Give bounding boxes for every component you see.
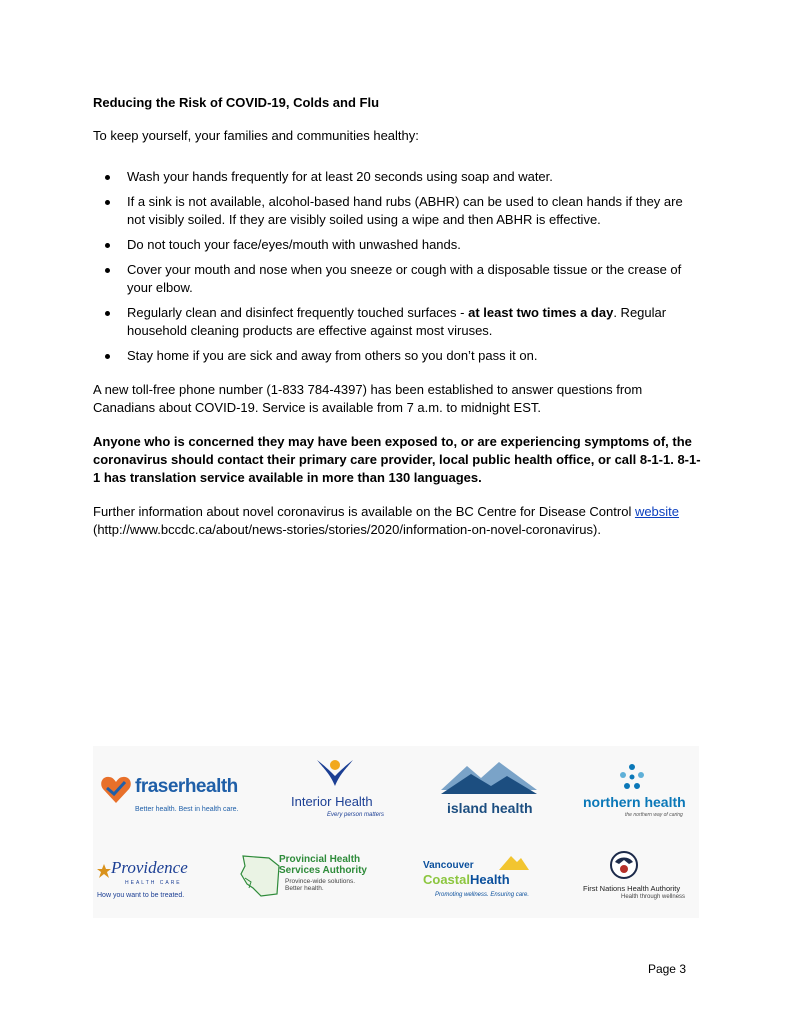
- section-heading: Reducing the Risk of COVID-19, Colds and Flu: [93, 95, 380, 110]
- list-item-text: . Regular household cleaning products are effective against most viruses.: [127, 305, 667, 338]
- list-item-text: Wash your hands frequently for at least 20 seconds using soap and water.: [127, 169, 553, 184]
- fraser-wordmark-part: health: [184, 776, 238, 797]
- list-item: [93, 193, 701, 229]
- list-item: [93, 261, 701, 297]
- further-info-paragraph: [93, 503, 701, 539]
- phsa-wordmark-line: Provincial Health: [279, 854, 361, 865]
- fnha-wordmark: First Nations Health Authority: [583, 884, 681, 893]
- providence-logo: [97, 856, 217, 906]
- list-item-text: Regularly clean and disinfect frequently touched surfaces -: [127, 305, 469, 320]
- emphasis-text: at least two times a day: [468, 305, 614, 320]
- providence-crest-icon: [97, 864, 111, 878]
- health-authority-logos: [93, 746, 699, 918]
- fraser-heart-icon: [99, 772, 133, 806]
- phsa-tagline: [285, 878, 355, 892]
- phone-paragraph: A new toll-free phone number (1-833 784-4397) has been established to answer questions from Canadians about COVID-19. Service is available from 7 a.m. to midnight EST.: [93, 382, 643, 415]
- prevention-list: [93, 168, 701, 365]
- page-number: Page 3: [647, 962, 686, 976]
- further-info-text: Further information about novel coronavirus is available on the BC Centre for Disease Control: [93, 504, 635, 519]
- vch-mountain-icon: [499, 854, 529, 870]
- document-body: [93, 94, 701, 539]
- northern-tagline: the northern way of caring: [625, 812, 683, 818]
- bc-map-icon: [239, 854, 281, 898]
- website-url-text: (http://www.bccdc.ca/about/news-stories/stories/2020/information-on-novel-coronavirus).: [93, 522, 601, 537]
- phsa-tagline-line: Better health.: [285, 885, 324, 892]
- bullet-icon: [105, 175, 110, 180]
- fraser-tagline: Better health. Best in health care.: [135, 806, 239, 813]
- fnha-tagline: Health through wellness: [621, 894, 686, 900]
- list-item-text: Stay home if you are sick and away from others so you don’t pass it on.: [127, 348, 538, 363]
- website-link[interactable]: website: [634, 504, 680, 519]
- phsa-wordmark: [279, 854, 367, 876]
- bullet-icon: [105, 354, 110, 359]
- list-item-text: Cover your mouth and nose when you sneeze or cough with a disposable tissue or the crease of your elbow.: [127, 262, 682, 295]
- interior-health-logo: [289, 756, 399, 826]
- vch-wordmark: [423, 872, 510, 887]
- island-mountains-icon: [441, 760, 537, 796]
- providence-tagline: How you want to be treated.: [97, 892, 185, 899]
- phsa-wordmark-line: Services Authority: [279, 865, 367, 876]
- list-item-text: Do not touch your face/eyes/mouth with unwashed hands.: [127, 237, 461, 252]
- interior-figure-icon: [315, 756, 355, 790]
- vch-wordmark-part: Health: [469, 872, 510, 887]
- northern-wordmark: northern health: [583, 794, 686, 810]
- phsa-logo: [239, 852, 379, 904]
- vch-wordmark-part: Coastal: [423, 872, 470, 887]
- fraser-wordmark-part: fraser: [135, 776, 185, 797]
- northern-star-icon: [617, 762, 647, 792]
- island-wordmark: island health: [447, 800, 533, 816]
- fnha-emblem-icon: [609, 850, 639, 880]
- fraser-health-logo: [99, 768, 249, 823]
- northern-health-logo: [581, 762, 699, 822]
- intro-text: To keep yourself, your families and communities healthy:: [93, 128, 419, 143]
- fraser-wordmark: [135, 776, 238, 798]
- bullet-icon: [105, 200, 110, 205]
- list-item-text: If a sink is not available, alcohol-based hand rubs (ABHR) can be used to clean hands if they are not visibly soiled. If they are visibly soiled using a wipe and then ABHR is effective.: [127, 194, 683, 227]
- interior-tagline: Every person matters: [327, 812, 385, 818]
- list-item: [93, 304, 701, 340]
- island-health-logo: [441, 760, 541, 820]
- bullet-icon: [105, 268, 110, 273]
- contact-paragraph: Anyone who is concerned they may have been exposed to, or are experiencing symptoms of, the coronavirus should contact their primary care provider, local public health office, or call 8-1-1. 8-1-1 has translation service available in more than 130 languages.: [93, 434, 701, 485]
- bullet-icon: [105, 243, 110, 248]
- list-item: [93, 236, 701, 254]
- vch-tagline: Promoting wellness. Ensuring care.: [435, 892, 530, 898]
- phsa-tagline-line: Province-wide solutions.: [285, 878, 356, 885]
- fnha-logo: [581, 850, 699, 910]
- list-item: [93, 168, 701, 186]
- providence-subtitle: HEALTH CARE: [125, 880, 182, 886]
- list-item: [93, 347, 701, 365]
- vch-logo: [421, 854, 541, 904]
- providence-wordmark: Providence: [111, 858, 188, 877]
- bullet-icon: [105, 311, 110, 316]
- interior-wordmark: Interior Health: [291, 794, 373, 809]
- vch-wordmark-top: Vancouver: [423, 860, 474, 871]
